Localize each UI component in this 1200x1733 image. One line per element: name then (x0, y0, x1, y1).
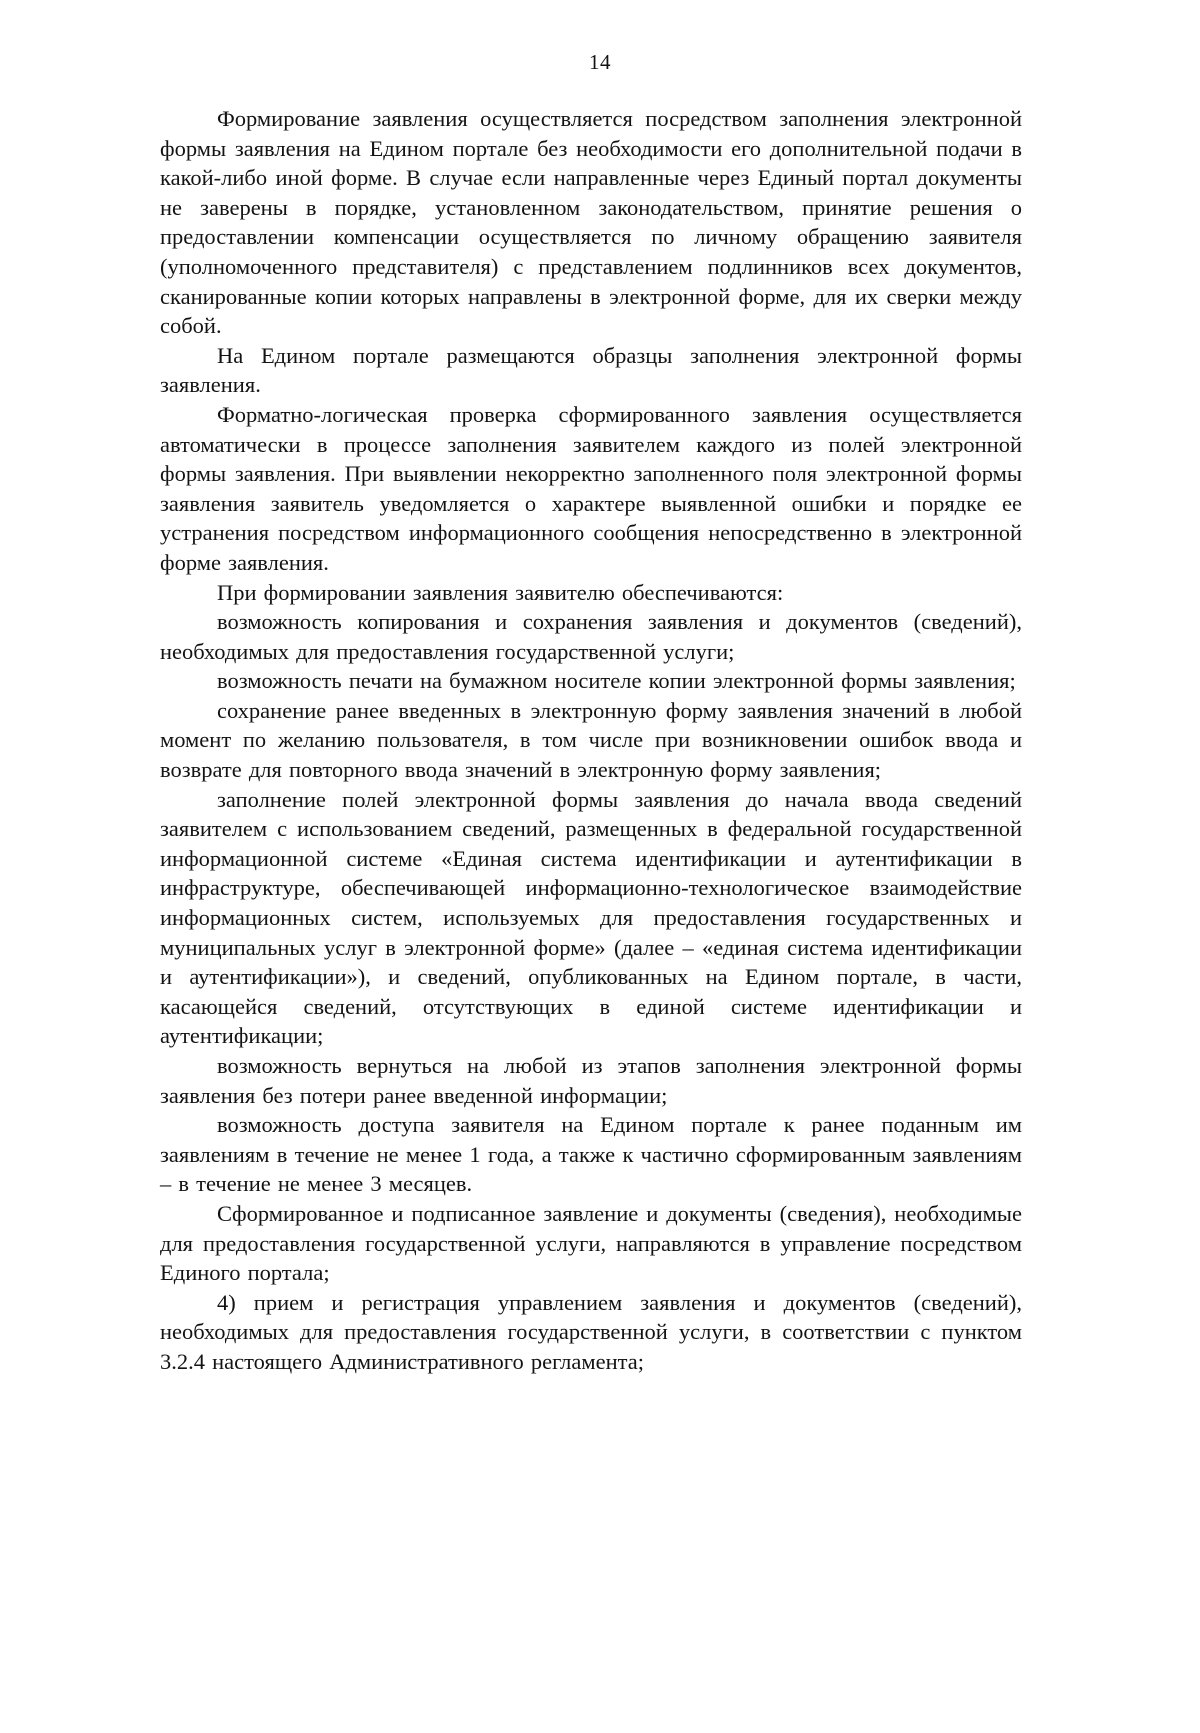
paragraph: возможность вернуться на любой из этапов заполнения электронной формы заявления без потери ранее введенной информации; (160, 1053, 1022, 1108)
paragraph: возможность копирования и сохранения заявления и документов (сведений), необходимых для предоставления государственной услуги; (160, 609, 1022, 664)
paragraph: На Едином портале размещаются образцы заполнения электронной формы заявления. (160, 342, 1022, 398)
paragraph: Форматно-логическая проверка сформированного заявления осуществляется автоматически в процессе заполнения заявителем каждого из полей электронной формы заявления. При выявлении некорректно заполненного поля электронной формы заявления заявитель уведомляется о характере выявленной ошибки и порядке ее устранения посредством информационного сообщения непосредственно в электронной форме заявления. (160, 401, 1022, 575)
paragraph: 4) прием и регистрация управлением заявления и документов (сведений), необходимых для предоставления государственной услуги, в соответствии с пунктом 3.2.4 настоящего Административного регламента; (160, 1289, 1022, 1374)
page-number: 14 (589, 50, 611, 74)
paragraph: возможность доступа заявителя на Едином портале к ранее поданным им заявлениям в течение не менее 1 года, а также к частично сформированным заявлениям – в течение не менее 3 месяцев. (160, 1112, 1022, 1197)
paragraph: возможность печати на бумажном носителе копии электронной формы заявления; (217, 668, 1016, 694)
paragraph: сохранение ранее введенных в электронную форму заявления значений в любой момент по желанию пользователя, в том числе при возникновении ошибок ввода и возврате для повторного ввода значений в электронную форму заявления; (160, 697, 1022, 783)
paragraph: При формировании заявления заявителю обеспечиваются: (217, 579, 784, 605)
document-body (160, 104, 1022, 1377)
paragraph: Сформированное и подписанное заявление и документы (сведения), необходимые для предоставления государственной услуги, направляются в управление посредством Единого портала; (160, 1200, 1022, 1286)
paragraph: заполнение полей электронной формы заявления до начала ввода сведений заявителем с использованием сведений, размещенных в федеральной государственной информационной системе «Единая система идентификации и аутентификации в инфраструктуре, обеспечивающей информационно-технологическое взаимодействие информационных систем, используемых для предоставления государственных и муниципальных услуг в электронной форме» (далее – «единая система идентификации и аутентификации»), и сведений, опубликованных на Едином портале, в части, касающейся сведений, отсутствующих в единой системе идентификации и аутентификации; (160, 786, 1022, 1049)
paragraph: Формирование заявления осуществляется посредством заполнения электронной формы заявления на Едином портале без необходимости его дополнительной подачи в какой-либо иной форме. В случае если направленные через Единый портал документы не заверены в порядке, установленном законодательством, принятие решения о предоставлении компенсации осуществляется по личному обращению заявителя (уполномоченного представителя) с представлением подлинников всех документов, сканированные копии которых направлены в электронной форме, для их сверки между собой. (160, 106, 1022, 339)
